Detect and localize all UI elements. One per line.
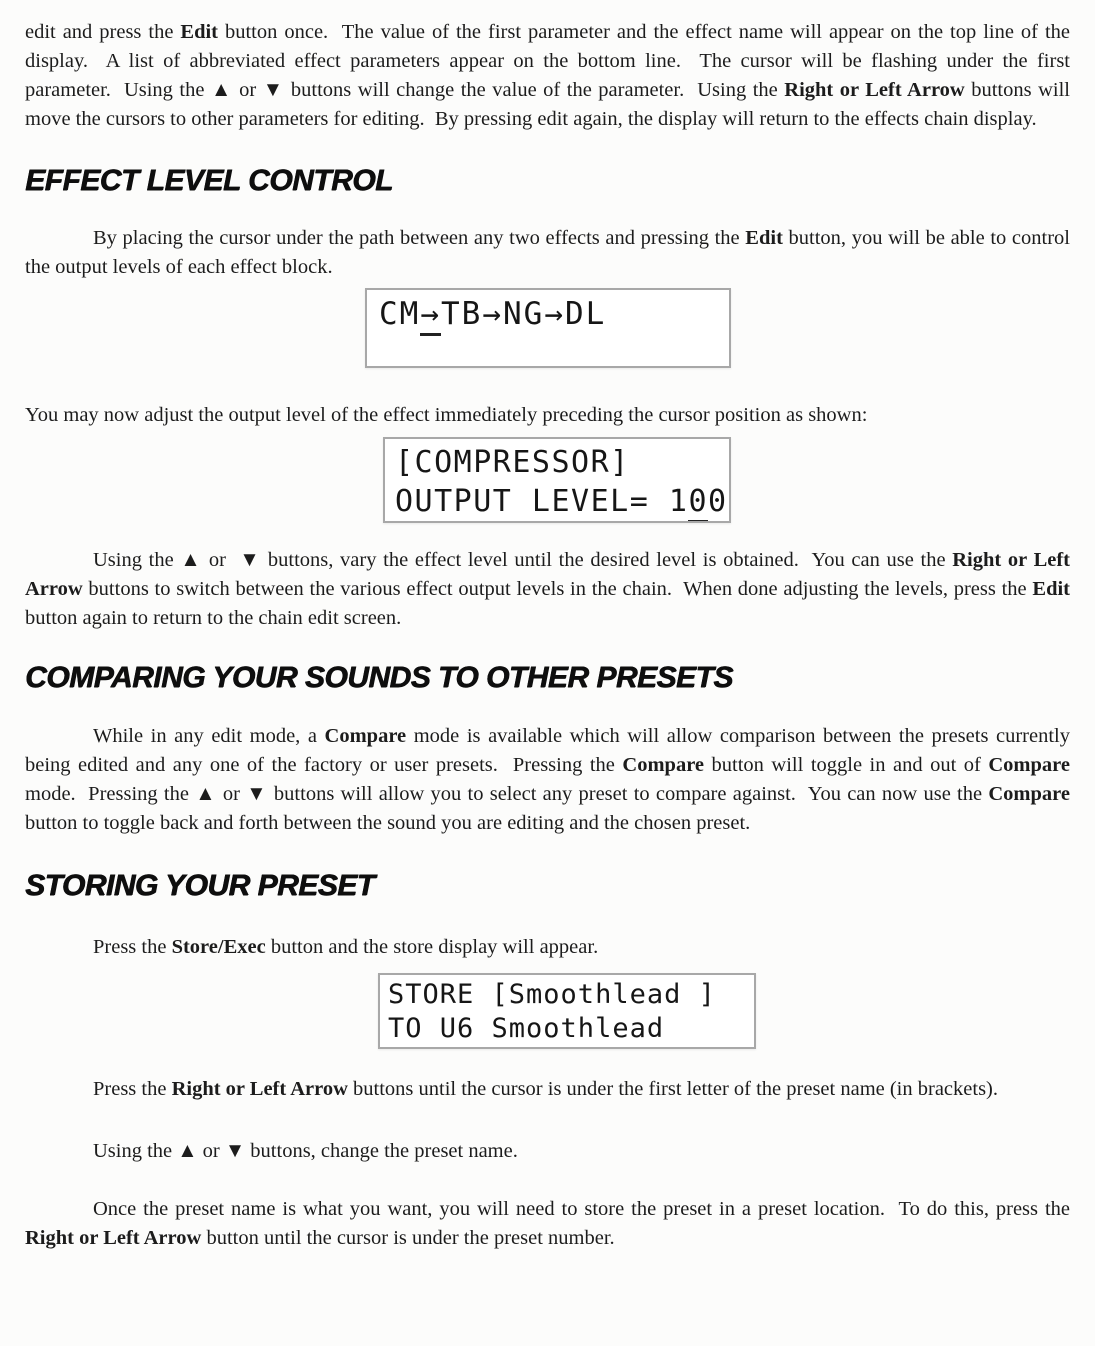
lcd-effects-chain-line-1: CM→TB→NG→DL: [379, 295, 717, 333]
paragraph-adjust-output-level: You may now adjust the output level of the effect immediately preceding the cursor position as shown:: [25, 404, 868, 426]
lcd-display-effects-chain: [365, 288, 731, 368]
paragraph-vary-effect-level: Using the ▲ or ▼ buttons, vary the effect level until the desired level is obtained. You can use the Right or Left Arrow buttons to switch between the various effect output levels in the chain. When done adjusting the levels, press the Edit button again to return to the chain edit screen.: [25, 549, 1076, 629]
lcd-output-level-line-1: [COMPRESSOR]: [395, 445, 630, 480]
paragraph-store-location: Once the preset name is what you want, you will need to store the preset in a preset location. To do this, press the Right or Left Arrow button until the cursor is under the preset number.: [25, 1198, 1076, 1249]
paragraph-compare-mode: While in any edit mode, a Compare mode is available which will allow comparison between the presets currently being edited and any one of the factory or user presets. Pressing the Compare button will toggle in and out of Compare mode. Pressing the ▲ or ▼ buttons will allow you to select any preset to compare against. You can now use the Compare button to toggle back and forth between the sound you are editing and the chosen preset.: [25, 725, 1076, 834]
paragraph-store-exec: Press the Store/Exec button and the store display will appear.: [93, 936, 599, 958]
lcd-store-line-1: STORE [Smoothlead ]: [388, 979, 716, 1010]
paragraph-edit-parameters: edit and press the Edit button once. The value of the first parameter and the effect name will appear on the top line of the display. A list of abbreviated effect parameters appear on the bottom line. The cursor will be flashing under the first parameter. Using the ▲ or ▼ buttons will change the value of the parameter. Using the Right or Left Arrow buttons will move the cursors to other parameters for editing. By pressing edit again, the display will return to the effects chain display.: [25, 21, 1076, 130]
heading-storing-preset: STORING YOUR PRESET: [25, 869, 375, 902]
lcd-output-level-line-2: OUTPUT LEVEL= 100: [395, 482, 719, 521]
lcd-display-store: [378, 973, 756, 1049]
heading-comparing-presets: COMPARING YOUR SOUNDS TO OTHER PRESETS: [25, 661, 733, 694]
paragraph-effect-level-intro: By placing the cursor under the path between any two effects and pressing the Edit button, you will be able to control the output levels of each effect block.: [25, 227, 1076, 278]
paragraph-change-preset-name: Using the ▲ or ▼ buttons, change the preset name.: [93, 1140, 518, 1162]
lcd-display-output-level: [383, 437, 731, 523]
heading-effect-level-control: EFFECT LEVEL CONTROL: [25, 164, 393, 197]
paragraph-cursor-preset-name: Press the Right or Left Arrow buttons until the cursor is under the first letter of the preset name (in brackets).: [93, 1078, 999, 1100]
lcd-store-line-2: TO U6 Smoothlead: [388, 1013, 665, 1044]
